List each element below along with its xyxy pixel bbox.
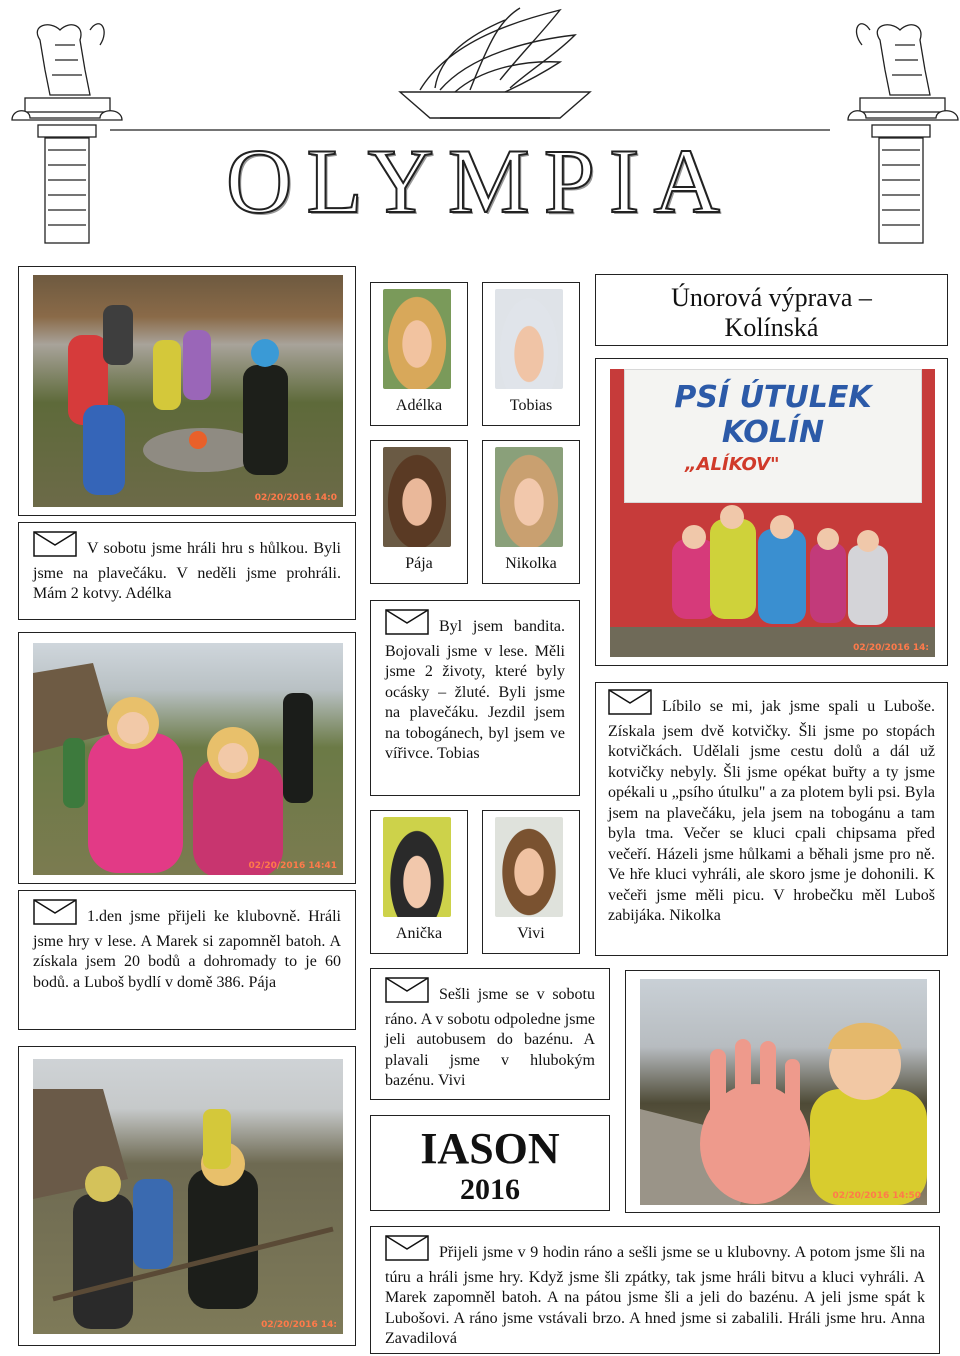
- portrait-card: [370, 810, 468, 954]
- photo-date-stamp: 02/20/2016 14:: [261, 1320, 337, 1330]
- sign-line1: PSÍ ÚTULEK: [674, 380, 872, 415]
- photo-wave: [640, 979, 927, 1205]
- story-vivi: [370, 968, 610, 1100]
- envelope-icon: [385, 609, 429, 642]
- portrait-name: Pája: [405, 555, 433, 572]
- portrait-photo: [495, 447, 563, 547]
- right-column-lion-icon: [848, 24, 958, 243]
- headline-line2: Kolínská: [724, 313, 819, 342]
- portrait-photo: [383, 817, 451, 917]
- photo-girls: [33, 643, 343, 875]
- photo-campfire: [33, 275, 343, 507]
- envelope-icon: [33, 531, 77, 564]
- flame-icon: [420, 8, 575, 92]
- portrait-card: [482, 440, 580, 584]
- sign-board: [624, 369, 922, 503]
- envelope-icon: [385, 1235, 429, 1268]
- girls-scene: [33, 643, 343, 875]
- photo-date-stamp: 02/20/2016 14:: [853, 643, 929, 653]
- portrait-card: [370, 282, 468, 426]
- story-paja-text: 1.den jsme přijeli ke klubovně. Hráli jsme hry v lese. A Marek si zapomněl batoh. A získala jsem 20 bodů a dohromady to je 60 bodů. a Luboš bydlí v domě 386. Pája: [33, 908, 341, 991]
- story-adelka: [18, 522, 356, 620]
- left-column-lion-icon: [12, 24, 122, 243]
- iason-year: 2016: [460, 1173, 520, 1206]
- portrait-name: Anička: [395, 925, 443, 942]
- photo-frame-wave: [625, 970, 940, 1213]
- portrait-card: [482, 810, 580, 954]
- photo-frame-sign: [595, 358, 948, 666]
- portrait-name: Nikolka: [505, 555, 557, 572]
- headline-line1: Únorová výprava –: [671, 283, 872, 312]
- portrait-name: Tobias: [509, 397, 553, 414]
- story-tobias-text: Byl jsem bandita. Bojovali jsme v lese. Měli jsme 2 životy, které byly ocásky – žluté. Byli jsme na plavečáku. Jezdil jsem na tobogánech, byl jsem ve vířivce. Tobias: [385, 618, 565, 762]
- sign-line2: KOLÍN: [721, 415, 825, 450]
- portrait-card: [482, 282, 580, 426]
- story-nikolka-text: Líbilo se mi, jak jsme spali u Luboše. Získala jsem dvě kotvičky. Šli jsme po stopách kotvičkách. Udělali jsme cestu dolů a dál už kotvičky nebyly. Šli jsme opékat buřty a ty jsme opékali u „psího útulku" a za plotem byli psi. Byla jsem na plavečáku, jela jsem na tobogánu a tam byla tma. Večer se kluci cpali chipsama před večeří. Házeli jsme hůlkami a běhali jsme pro ně. Ve hře kluci vyhráli, ale skoro jsme je dohonili. K večeři jsme měli picu. V hrobečku měl Luboš zabijáka. Nikolka: [608, 698, 935, 924]
- story-anna-text: Přijeli jsme v 9 hodin ráno a sešli jsme se u klubovny. A potom jsme šli na túru a hráli jsme hry. Když jsme šli zpátky, tak jsme hráli bitvu a kluci vyhráli. A Marek zapomněl batoh. A na pátou jsme šli a jeli do bazénu. A jeli jsme spát k Lubošovi. A ráno jsme vstávali brzo. A hned jsme si zabalili. Hráli jsme hru. Anna Zavadilová: [385, 1244, 925, 1347]
- envelope-icon: [33, 899, 77, 932]
- headline-box: [595, 274, 948, 346]
- portrait-name: Vivi: [517, 925, 545, 942]
- photo-date-stamp: 02/20/2016 14:50: [832, 1191, 921, 1201]
- portrait-card: [370, 440, 468, 584]
- story-nikolka: [595, 682, 948, 956]
- photo-date-stamp: 02/20/2016 14:0: [254, 493, 337, 503]
- story-tobias: [370, 600, 580, 796]
- iason-box: [370, 1115, 610, 1211]
- story-anna: [370, 1226, 940, 1354]
- envelope-icon: [608, 689, 652, 722]
- photo-frame-girls: [18, 632, 356, 884]
- envelope-icon: [385, 977, 429, 1010]
- story-paja: [18, 890, 356, 1030]
- portrait-name: Adélka: [395, 397, 443, 414]
- portrait-photo: [495, 817, 563, 917]
- masthead: [0, 0, 960, 250]
- portrait-photo: [495, 289, 563, 389]
- group-scene: [33, 1059, 343, 1334]
- sign-line3: „ALÍKOV": [685, 454, 780, 475]
- kids-by-sign: [610, 499, 935, 657]
- photo-frame-group: [18, 1046, 356, 1346]
- portrait-photo: [383, 447, 451, 547]
- iason-title: IASON: [420, 1124, 560, 1173]
- torch-bowl-icon: [110, 92, 830, 130]
- portrait-photo: [383, 289, 451, 389]
- photo-sign: [610, 369, 935, 657]
- photo-date-stamp: 02/20/2016 14:41: [248, 861, 337, 871]
- campfire-scene: [33, 275, 343, 507]
- story-vivi-text: Sešli jsme se v sobotu ráno. A v sobotu odpoledne jsme jeli autobusem do bazénu. A plavali jsme v hlubokým bazénu. Vivi: [385, 986, 595, 1089]
- story-adelka-text: V sobotu jsme hráli hru s hůlkou. Byli jsme na plavečáku. V neděli jsme prohráli. Mám 2 kotvy. Adélka: [33, 540, 341, 602]
- photo-group: [33, 1059, 343, 1334]
- masthead-title: OLYMPIA: [226, 130, 734, 232]
- photo-frame-campfire: [18, 266, 356, 516]
- wave-scene: [640, 979, 927, 1205]
